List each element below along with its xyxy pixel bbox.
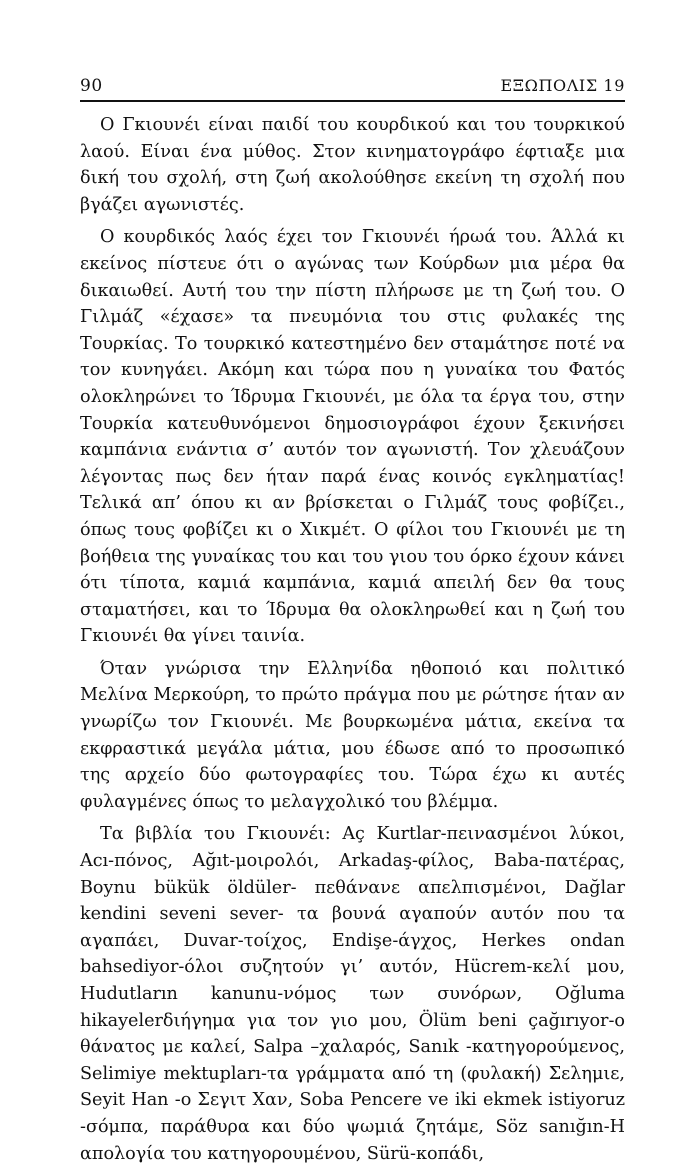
page-number: 90 (80, 76, 103, 96)
paragraph-guney-intro: Ο Γκιουνέι είναι παιδί του κουρδικού και του τουρκικού λαού. Είναι ένα μύθος. Στον κινηματογράφο έφτιαξε μια δική του σχολή, στη ζωή ακολούθησε εκείνη τη σχολή που βγάζει αγωνιστές. (80, 115, 625, 215)
page-header (80, 76, 625, 98)
running-title: ΕΞΩΠΟΛΙΣ 19 (500, 76, 625, 95)
paragraph-books-list: Τα βιβλία του Γκιουνέι: Aç Kurtlar-πεινασμένοι λύκοι, Acı-πόνος, Ağıt-μοιρολόι, Arkadaş-φίλος, Baba-πατέρας, Boynu bükük öldüler- πεθάνανε απελπισμένοι, Dağlar kendini seveni sever- τα βουνά αγαπούν αυτόν που τα αγαπάει, Duvar-τοίχος, Endişe-άγχος, Herkes ondan bahsediyor-όλοι συζητούν γι’ αυτόν, Hücrem-κελί μου, Hudutların kanunu-νόμος των συνόρων, Oğluma hikayelerδιήγημα για τον γιο μου, Ölüm beni çağırıyor-ο θάνατος με καλεί, Salpa –χαλαρός, Sanık -κατηγορούμενος, Selimiye mektupları-τα γράμματα από τη (φυλακή) Σελημιε, Seyit Han -ο Σεγιτ Χαν, Soba Pencere ve iki ekmek istiyoruz -σόμπα, παράθυρα και δύο ψωμιά ζητάμε, Söz sanığın-Η απολογία του κατηγορουμένου, Sürü-κοπάδι, (80, 824, 625, 1164)
paragraph-melina-mercouri: Όταν γνώρισα την Ελληνίδα ηθοποιό και πολιτικό Μελίνα Μερκούρη, το πρώτο πράγμα που με ρώτησε ήταν αν γνωρίζω τον Γκιουνέι. Με βουρκωμένα μάτια, εκείνα τα εκφραστικά μεγάλα μάτια, μου έδωσε από το προσωπικό της αρχείο δύο φωτογραφίες του. Τώρα έχω κι αυτές φυλαγμένες όπως το μελαγχολικό του βλέμμα. (80, 658, 625, 812)
header-rule (80, 100, 625, 102)
body-text (80, 112, 625, 1167)
paragraph-kurdish-people: Ο κουρδικός λαός έχει τον Γκιουνέι ήρωά του. Άλλά κι εκείνος πίστευε ότι ο αγώνας των Κούρδων μια μέρα θα δικαιωθεί. Αυτή του την πίστη πλήρωσε με τη ζωή του. Ο Γιλμάζ «έχασε» τα πνευμόνια του στις φυλακές της Τουρκίας. Το τουρκικό κατεστημένο δεν σταμάτησε ποτέ να τον κυνηγάει. Ακόμη και τώρα που η γυναίκα του Φατός ολοκληρώνει το Ίδρυμα Γκιουνέι, με όλα τα έργα του, στην Τουρκία κατευθυνόμενοι δημοσιογράφοι έχουν ξεκινήσει καμπάνια ενάντια σ’ αυτόν τον αγωνιστή. Τον χλευάζουν λέγοντας πως δεν ήταν παρά ένας κοινός εγκληματίας! Τελικά απ’ όπου κι αν βρίσκεται ο Γιλμάζ τους φοβίζει., όπως τους φοβίζει κι ο Χικμέτ. Ο φίλοι του Γκιουνέι με τη βοήθεια της γυναίκας του και του γιου του όρκο έχουν κάνει ότι τίποτα, καμιά καμπάνια, καμιά απειλή δεν θα τους σταματήσει, και το Ίδρυμα θα ολοκληρωθεί και η ζωή του Γκιουνέι θα γίνει ταινία. (80, 227, 625, 647)
